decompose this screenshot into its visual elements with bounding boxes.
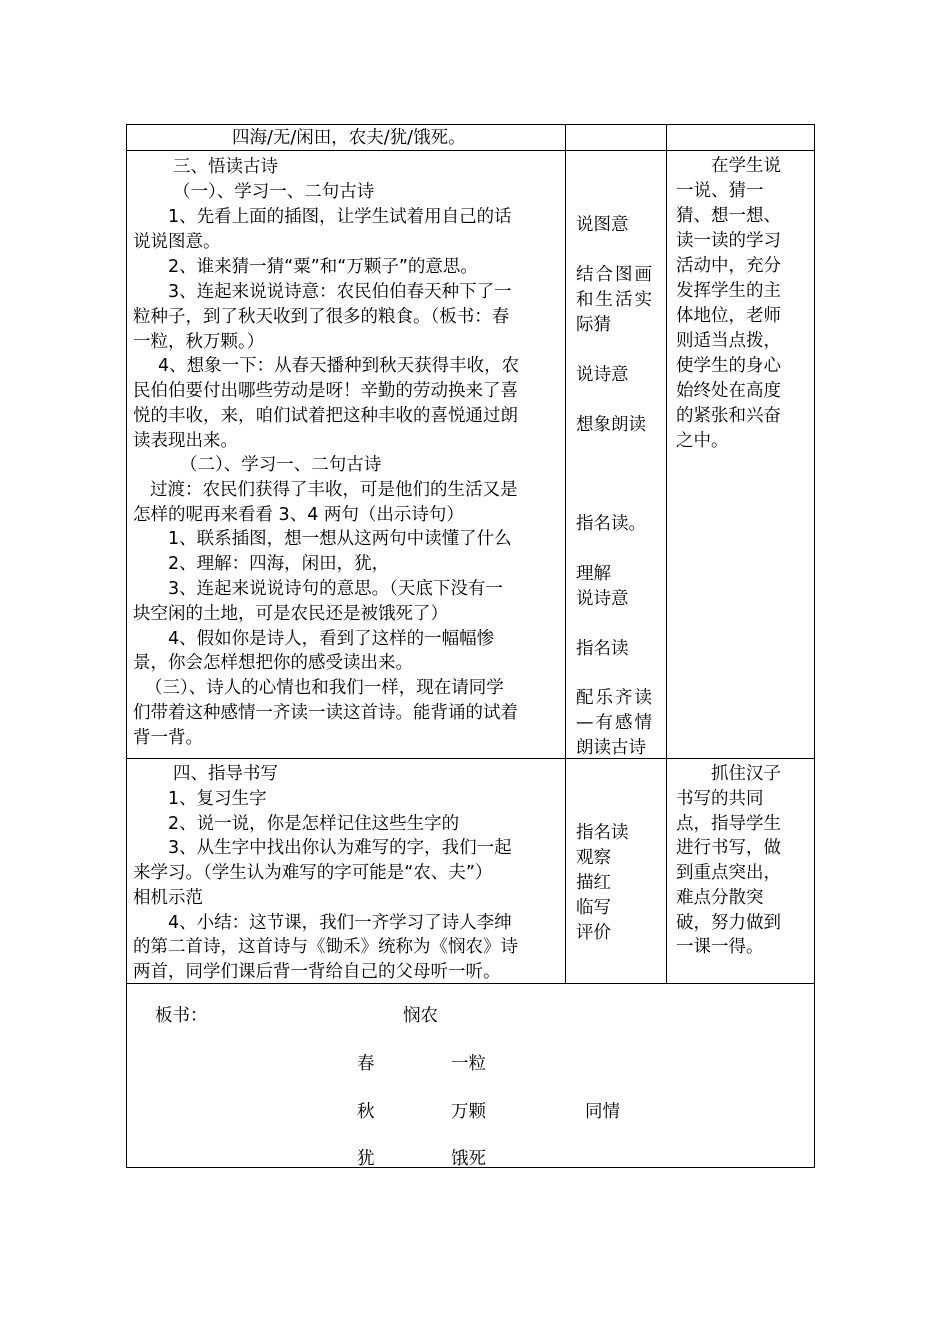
intent-text: 之中。	[676, 431, 729, 451]
table-border-top	[126, 124, 815, 125]
step-text: 过渡：农民们获得了丰收，可是他们的生活又是	[150, 480, 518, 500]
intent-text: 读一读的学习	[676, 231, 781, 251]
step-text: 块空闲的土地，可是农民还是被饿死了）	[133, 604, 448, 624]
board-word-one-grain: 一粒	[451, 1054, 486, 1074]
activity-text: 说图意	[576, 215, 629, 235]
activity-text: 说诗意	[576, 589, 629, 609]
step-text: 粒种子，到了秋天收到了很多的粮食。（板书：春	[133, 307, 510, 327]
subsection-heading: （一）、学习一、二句古诗	[173, 182, 375, 202]
intent-text: 一课一得。	[676, 937, 764, 957]
column-divider-2	[666, 124, 667, 984]
intent-text: 到重点突出，	[676, 863, 781, 883]
intent-text: 在学生说	[711, 156, 781, 176]
step-text: 4、想象一下：从春天播种到秋天获得丰收，农	[158, 356, 520, 376]
step-text: 两首，同学们课后背一背给自己的父母听一听。	[133, 962, 501, 982]
intent-text: 进行书写，做	[676, 838, 781, 858]
step-text: 们带着这种感情一齐读一读这首诗。能背诵的试着	[133, 703, 518, 723]
section-heading: 三、悟读古诗	[173, 157, 278, 177]
intent-text: 活动中，充分	[676, 256, 781, 276]
board-word-still: 犹	[357, 1149, 375, 1169]
step-text: 来学习。（学生认为难写的字可能是“农、夫”）	[133, 863, 493, 883]
step-text: （三）、诗人的心情也和我们一样，现在请同学	[145, 678, 504, 698]
activity-text: 说诗意	[576, 365, 629, 385]
row-divider-2	[126, 758, 815, 759]
step-text: 背一背。	[133, 728, 203, 748]
activity-text: 结合图画	[576, 265, 654, 285]
step-text: 相机示范	[133, 888, 203, 908]
intent-text: 则适当点拨，	[676, 331, 781, 351]
intent-text: 体地位，老师	[676, 306, 781, 326]
poem-line-text: 四海/无/闲田，农夫/犹/饿死。	[232, 128, 466, 148]
activity-text: 想象朗读	[576, 415, 646, 435]
board-word-starve: 饿死	[451, 1149, 486, 1169]
board-word-ten-thousand: 万颗	[451, 1102, 486, 1122]
step-text: 3、连起来说说诗意：农民伯伯春天种下了一	[168, 282, 512, 302]
intent-text: 始终处在高度	[676, 381, 781, 401]
activity-text: 描红	[576, 873, 611, 893]
activity-text: 配乐齐读	[576, 688, 654, 708]
section-heading: 四、指导书写	[173, 764, 278, 784]
activity-text: 指名读	[576, 823, 629, 843]
subsection-heading: （二）、学习一、二句古诗	[180, 455, 382, 475]
intent-text: 破，努力做到	[676, 913, 781, 933]
step-text: 1、联系插图，想一想从这两句中读懂了什么	[168, 529, 512, 549]
board-label: 板书：	[155, 1006, 208, 1026]
step-text: 2、理解：四海，闲田，犹，	[168, 554, 390, 574]
board-word-spring: 春	[357, 1054, 375, 1074]
intent-text: 抓住汉子	[711, 764, 781, 784]
step-text: 2、谁来猜一猜“粟”和“万颗子”的意思。	[168, 257, 478, 277]
intent-text: 的紧张和兴奋	[676, 406, 781, 426]
step-text: 说说图意。	[133, 232, 221, 252]
intent-text: 猜、想一想、	[676, 206, 781, 226]
activity-text: 临写	[576, 898, 611, 918]
intent-text: 一说、猜一	[676, 181, 764, 201]
step-text: 怎样的呢再来看看 3、4 两句（出示诗句）	[133, 505, 464, 525]
board-word-autumn: 秋	[357, 1102, 375, 1122]
activity-text: 际猜	[576, 315, 611, 335]
activity-text: 朗读古诗	[576, 738, 646, 758]
step-text: 一粒，秋万颗。）	[133, 332, 265, 352]
activity-text: —有感情	[576, 713, 654, 733]
intent-text: 难点分散突	[676, 888, 764, 908]
activity-text: 理解	[576, 564, 611, 584]
row-divider-1	[126, 150, 815, 151]
step-text: 2、说一说，你是怎样记住这些生字的	[168, 814, 460, 834]
step-text: 悦的丰收，来，咱们试着把这种丰收的喜悦通过朗	[133, 406, 518, 426]
step-text: 3、从生字中找出你认为难写的字，我们一起	[168, 838, 512, 858]
board-word-sympathy: 同情	[585, 1102, 620, 1122]
intent-text: 发挥学生的主	[676, 281, 781, 301]
activity-text: 观察	[576, 848, 611, 868]
table-border-left	[126, 124, 127, 1168]
activity-text: 指名读。	[576, 514, 646, 534]
activity-text: 评价	[576, 923, 611, 943]
column-divider-1	[565, 124, 566, 984]
intent-text: 点，指导学生	[676, 814, 781, 834]
step-text: 3、连起来说说诗句的意思。（天底下没有一	[168, 579, 503, 599]
step-text: 4、小结：这节课，我们一齐学习了诗人李绅	[168, 913, 512, 933]
activity-text: 和生活实	[576, 290, 654, 310]
board-title: 悯农	[403, 1006, 438, 1026]
step-text: 读表现出来。	[133, 431, 238, 451]
step-text: 1、复习生字	[168, 789, 267, 809]
intent-text: 使学生的身心	[676, 356, 781, 376]
table-border-right	[814, 124, 815, 1168]
step-text: 4、假如你是诗人，看到了这样的一幅幅惨	[168, 629, 495, 649]
step-text: 民伯伯要付出哪些劳动是呀！辛勤的劳动换来了喜	[133, 381, 518, 401]
intent-text: 书写的共同	[676, 789, 764, 809]
step-text: 的第二首诗，这首诗与《锄禾》统称为《悯农》诗	[133, 937, 518, 957]
step-text: 1、先看上面的插图，让学生试着用自己的话	[168, 207, 512, 227]
step-text: 景，你会怎样想把你的感受读出来。	[133, 653, 413, 673]
activity-text: 指名读	[576, 639, 629, 659]
